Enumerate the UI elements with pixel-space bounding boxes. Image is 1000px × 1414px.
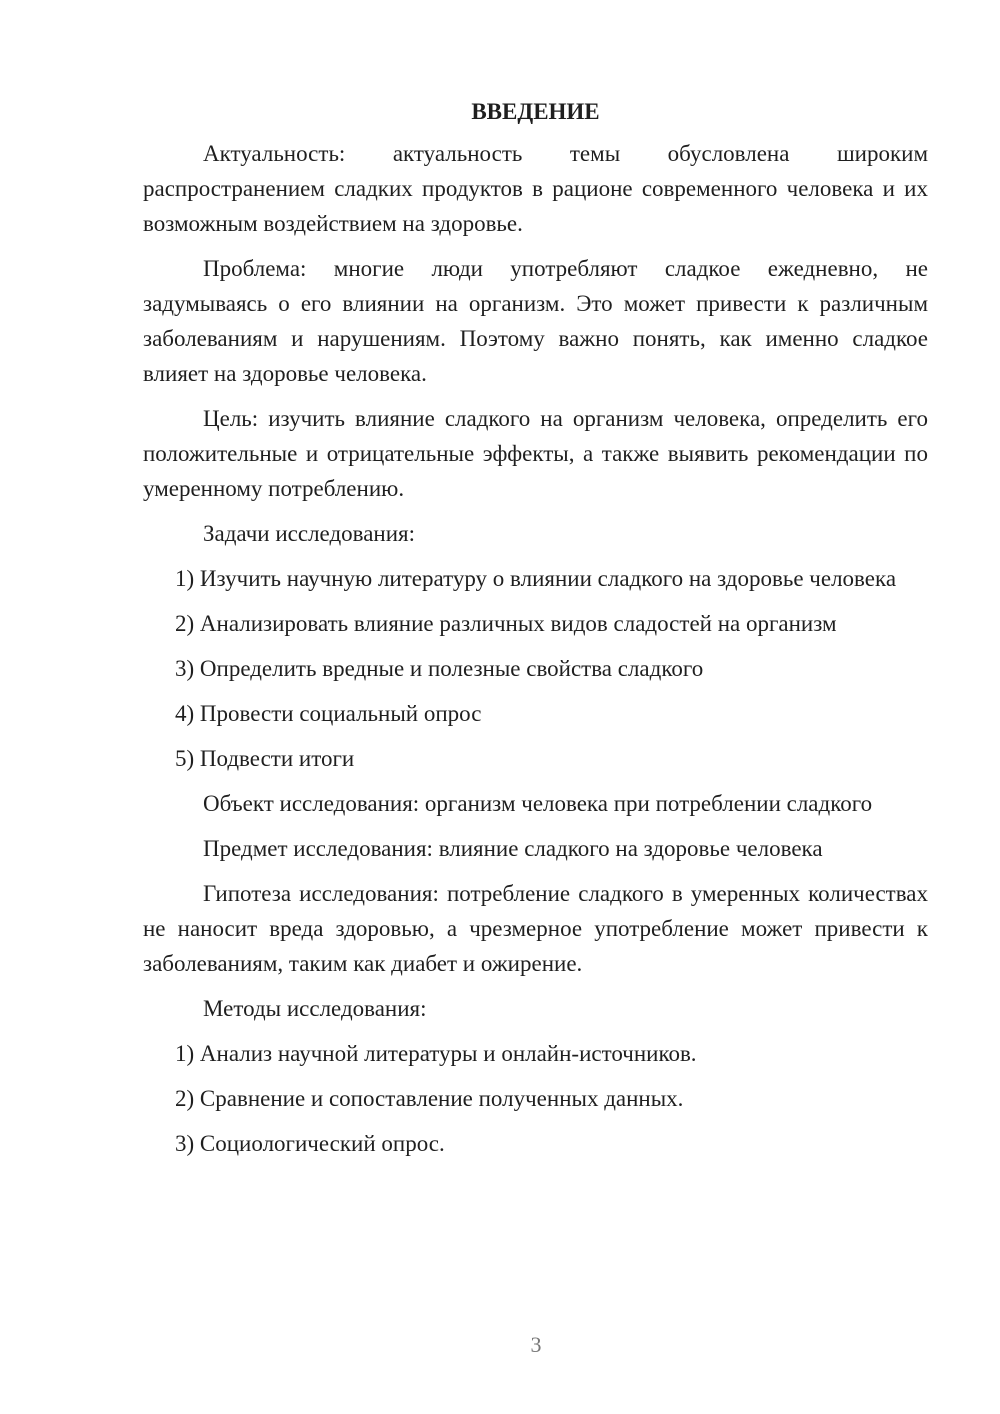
hypothesis-paragraph: Гипотеза исследования: потребление сладкого в умеренных количествах не наносит вреда здоровью, а чрезмерное употребление может привести к заболеваниям, таким как диабет и ожирение. xyxy=(143,881,928,976)
method-item: 3) Социологический опрос. xyxy=(175,1131,445,1156)
task-item: 5) Подвести итоги xyxy=(175,746,355,771)
problem-paragraph: Проблема: многие люди употребляют сладкое ежедневно, не задумываясь о его влиянии на организм. Это может привести к различным заболеваниям и нарушениям. Поэтому важно понять, как именно сладкое влияет на здоровье человека. xyxy=(143,256,928,386)
goal-paragraph: Цель: изучить влияние сладкого на организм человека, определить его положительные и отрицательные эффекты, а также выявить рекомендации по умеренному потреблению. xyxy=(143,406,928,501)
method-item: 1) Анализ научной литературы и онлайн-источников. xyxy=(175,1041,697,1066)
subject-paragraph: Предмет исследования: влияние сладкого на здоровье человека xyxy=(203,836,823,861)
page-content xyxy=(143,96,928,1171)
task-item: 3) Определить вредные и полезные свойства сладкого xyxy=(175,656,704,681)
method-item: 2) Сравнение и сопоставление полученных данных. xyxy=(175,1086,684,1111)
task-item: 1) Изучить научную литературу о влиянии сладкого на здоровье человека xyxy=(175,566,897,591)
relevance-paragraph: Актуальность: актуальность темы обусловлена широким распространением сладких продуктов в рационе современного человека и их возможным воздействием на здоровье. xyxy=(143,141,928,236)
methods-heading: Методы исследования: xyxy=(203,996,427,1021)
page-number: 3 xyxy=(530,1332,542,1357)
tasks-heading: Задачи исследования: xyxy=(203,521,416,546)
object-paragraph: Объект исследования: организм человека при потреблении сладкого xyxy=(203,791,873,816)
page-title: ВВЕДЕНИЕ xyxy=(471,99,600,124)
task-item: 2) Анализировать влияние различных видов сладостей на организм xyxy=(175,611,837,636)
task-item: 4) Провести социальный опрос xyxy=(175,701,482,726)
